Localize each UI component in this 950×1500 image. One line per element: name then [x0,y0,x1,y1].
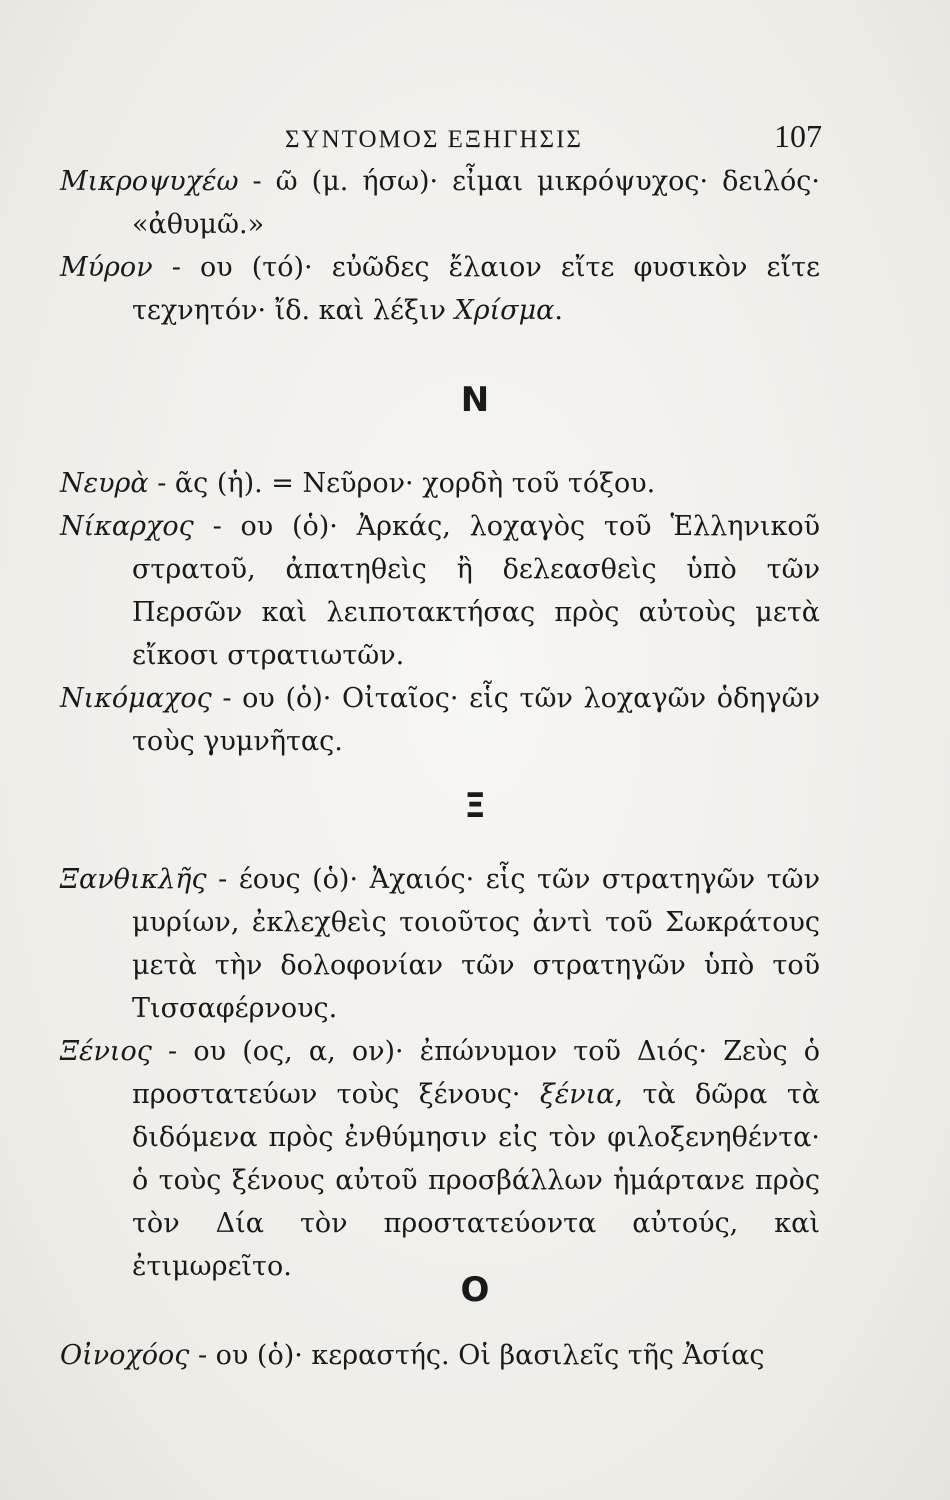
entry-headword: Νικόμαχος [60,683,212,714]
cross-reference: ξένια [539,1079,615,1110]
entry-myron [60,246,820,332]
entry-mikropsycheo [60,160,820,246]
entry-headword: Νίκαρχος [60,511,194,542]
section-letter-o: Ο [460,1270,490,1310]
entry-headword: Οἰνοχόος [60,1340,190,1371]
page-number: 107 [774,118,822,154]
entry-body: - ῶ (μ. ήσω)· εἶμαι μικρόψυχος· δειλός· «ἀθυμῶ.» [132,166,820,240]
section-letter-n: Ν [460,380,490,420]
cross-reference: Χρίσμα [454,295,555,326]
entries-n [60,462,820,763]
entry-headword: Νευρὰ [60,468,149,499]
entry-headword: Μύρον [60,252,153,283]
entry-body: - ου (ος, α, ον)· ἐπώνυμον τοῦ Διός· Ζεὺς ὁ προστατεύων τοὺς ξένους· [132,1036,820,1110]
entry-nikarchos [60,505,820,677]
entry-xenios [60,1030,820,1288]
entries-o [60,1334,820,1377]
entry-nikomachos [60,677,820,763]
entry-headword: Ξένιος [60,1036,152,1067]
entry-tail: . [554,295,563,326]
entry-body: - ου (τό)· εὐῶδες ἔλαιον εἴτε φυσικὸν εἴτε τεχνητόν· ἴδ. καὶ λέξιν [132,252,820,326]
entry-headword: Ξανθικλῆς [60,864,207,895]
entry-xanthikles [60,858,820,1030]
entries-xi [60,858,820,1288]
running-head: ΣΥΝΤΟΜΟΣ ΕΞΗΓΗΣΙΣ [285,126,583,153]
entry-body: - ου (ὁ)· κεραστής. Οἱ βασιλεῖς τῆς Ἀσίας [189,1340,765,1371]
entries-m [60,160,820,332]
entry-body: - ου (ὁ)· Ἀρκάς, λοχαγὸς τοῦ Ἑλληνικοῦ στρατοῦ, ἀπατηθεὶς ἢ δελεασθεὶς ὑπὸ τῶν Περσῶν καὶ λειποτακτήσας πρὸς αὐτοὺς μετὰ εἴκοσι στρατιωτῶν. [132,511,820,671]
entry-body: - έους (ὁ)· Ἀχαιός· εἷς τῶν στρατηγῶν τῶν μυρίων, ἐκλεχθεὶς τοιοῦτος ἀντὶ τοῦ Σωκράτους μετὰ τὴν δολοφονίαν τῶν στρατηγῶν ὑπὸ τοῦ Τισσαφέρνους. [132,864,820,1024]
entry-oinochoos [60,1334,820,1377]
entry-body: - ᾶς (ἡ). = Νεῦρον· χορδὴ τοῦ τόξου. [148,468,656,499]
entry-tail: , τὰ δῶρα τὰ διδόμενα πρὸς ἐνθύμησιν εἰς τὸν φιλοξενηθέντα· ὁ τοὺς ξένους αὐτοῦ προσβάλλων ἡμάρτανε πρὸς τὸν Δία τὸν προστατεύοντα αὐτούς, καὶ ἐτιμωρεῖτο. [132,1079,820,1282]
entry-neura [60,462,820,505]
entry-body: - ου (ὁ)· Οἰταῖος· εἷς τῶν λοχαγῶν ὁδηγῶν τοὺς γυμνῆτας. [132,683,820,757]
section-letter-xi: Ξ [464,786,486,826]
page-header [285,118,822,155]
entry-headword: Μικροψυχέω [60,166,239,197]
